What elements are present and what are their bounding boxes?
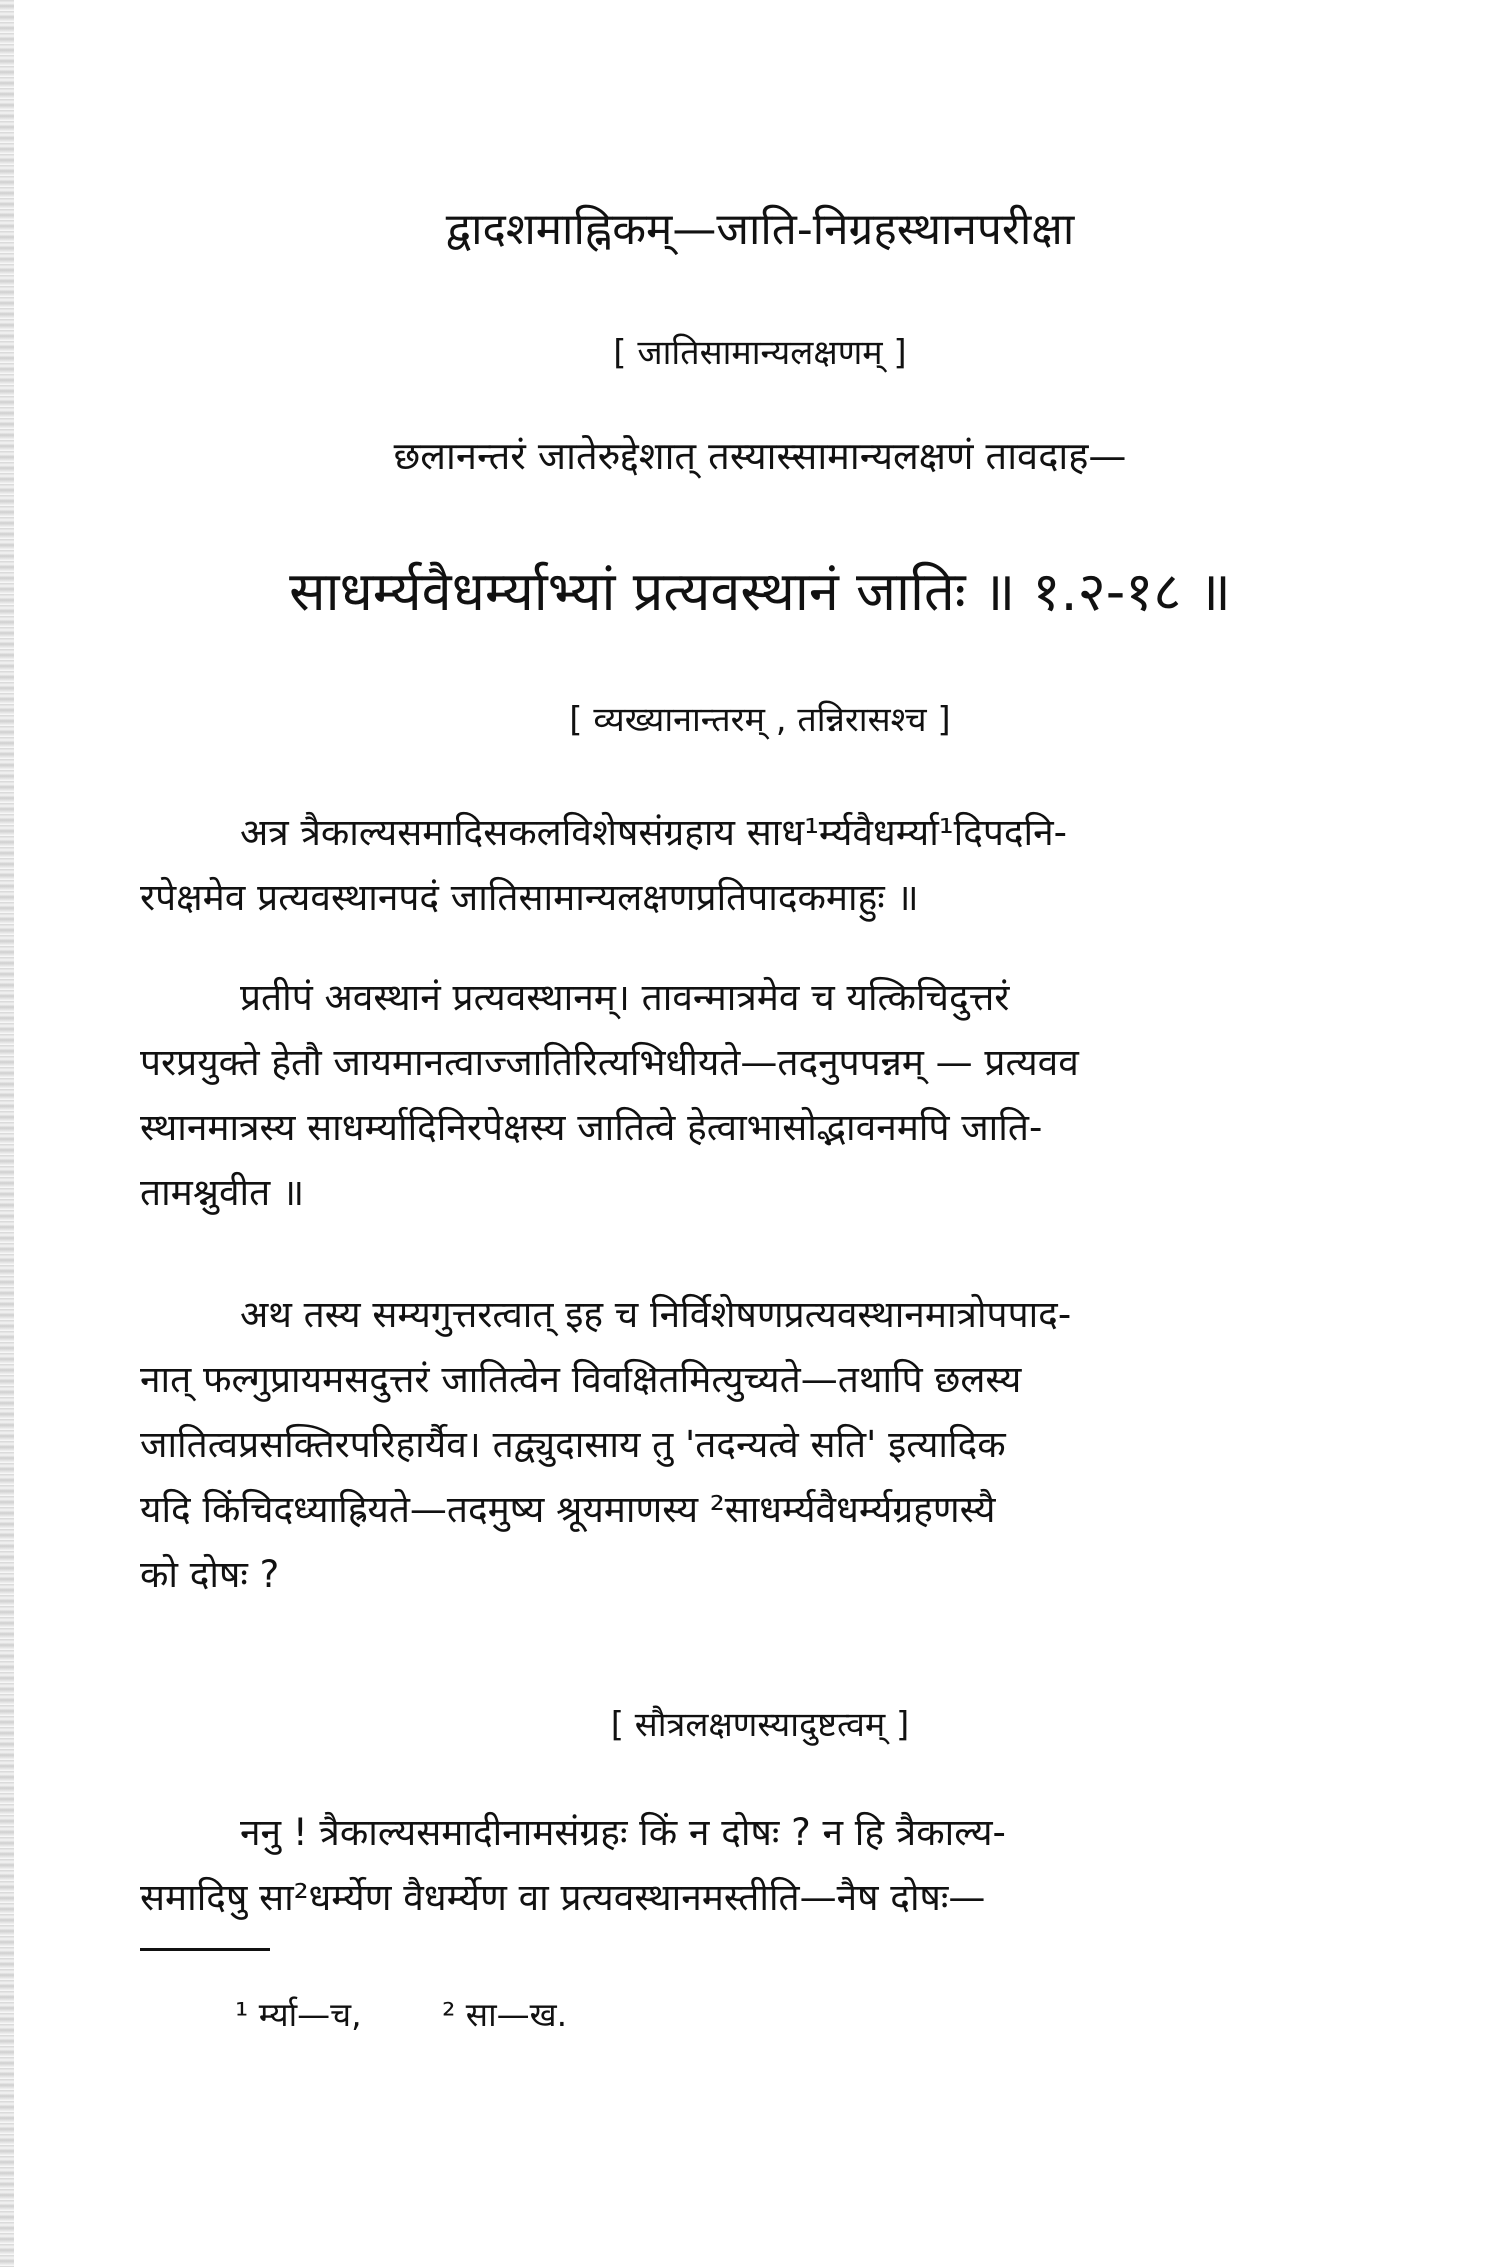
section-heading: [ जातिसामान्यलक्षणम् ] <box>613 333 907 373</box>
paragraph-line: को दोषः ? <box>140 1553 280 1596</box>
paragraph-line: ननु ! त्रैकाल्यसमादीनामसंग्रहः किं न दोषः ? न हि त्रैकाल्य- <box>240 1811 1006 1854</box>
paragraph-line: प्रतीपं अवस्थानं प्रत्यवस्थानम्। तावन्मात्रमेव च यत्किचिदुत्तरं <box>240 976 1010 1019</box>
paragraph-line: रपेक्षमेव प्रत्यवस्थानपदं जातिसामान्यलक्षणप्रतिपादकमाहुः ॥ <box>140 876 919 919</box>
paragraph <box>140 1800 1380 1930</box>
paragraph-line: समादिषु सा²धर्म्येण वैधर्म्येण वा प्रत्यवस्थानमस्तीति—नैष दोषः— <box>140 1876 986 1919</box>
paragraph-line: अत्र त्रैकाल्यसमादिसकलविशेषसंग्रहाय साध¹र्म्यवैधर्म्या¹दिपदनि- <box>240 811 1067 854</box>
paragraph-line: परप्रयुक्ते हेतौ जायमानत्वाज्जातिरित्यभिधीयते—तदनुपपन्नम् — प्रत्यवव <box>140 1041 1079 1084</box>
paragraph-line: अथ तस्य सम्यगुत्तरत्वात् इह च निर्विशेषणप्रत्यवस्थानमात्रोपपाद- <box>240 1293 1072 1336</box>
footnote-rule <box>140 1948 270 1951</box>
footnotes <box>235 1990 637 2040</box>
paragraph-line: यदि किंचिदध्याह्रियते—तदमुष्य श्रूयमाणस्य ²साधर्म्यवैधर्म्यग्रहणस्यै <box>140 1488 996 1531</box>
section-heading: [ व्यख्यानान्तरम् , तन्निरासश्च ] <box>569 700 951 740</box>
paragraph <box>140 800 1380 930</box>
footnote: ² सा—ख. <box>442 1995 568 2034</box>
page-content <box>140 0 1380 2267</box>
paragraph-line: तामश्नुवीत ॥ <box>140 1171 305 1214</box>
paragraph <box>140 1282 1380 1607</box>
paragraph <box>140 965 1380 1225</box>
intro-line: छलानन्तरं जातेरुद्देशात् तस्यास्सामान्यलक्षणं तावदाह— <box>393 434 1127 478</box>
section-heading: [ सौत्रलक्षणस्यादुष्टत्वम् ] <box>610 1705 910 1745</box>
running-head: द्वादशमाह्निकम्—जाति-निग्रहस्थानपरीक्षा <box>445 204 1075 255</box>
scan-edge <box>0 0 14 2267</box>
paragraph-line: नात् फल्गुप्रायमसदुत्तरं जातित्वेन विवक्षितमित्युच्यते—तथापि छलस्य <box>140 1358 1022 1401</box>
paragraph-line: स्थानमात्रस्य साधर्म्यादिनिरपेक्षस्य जातित्वे हेत्वाभासोद्भावनमपि जाति- <box>140 1106 1043 1149</box>
paragraph-line: जातित्वप्रसक्तिरपरिहार्यैव। तद्व्युदासाय तु 'तदन्यत्वे सति' इत्यादिक <box>140 1423 1006 1466</box>
footnote: ¹ र्म्या—च, <box>235 1995 362 2034</box>
sutra-text: साधर्म्यवैधर्म्याभ्यां प्रत्यवस्थानं जातिः ॥ १.२-१८ ॥ <box>289 560 1231 623</box>
